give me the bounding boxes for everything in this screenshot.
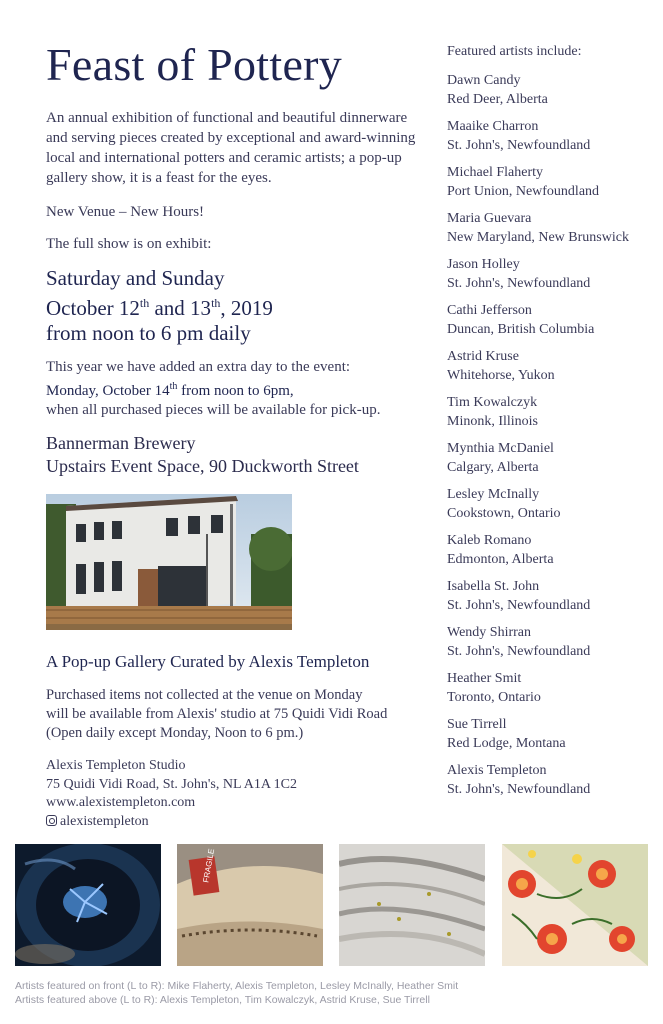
artist-entry	[447, 670, 647, 707]
dates-day-1: October 12	[46, 296, 140, 320]
marbled-dish-image	[339, 844, 485, 966]
monday-hours: from noon to 6pm,	[177, 383, 294, 399]
studio-contact	[46, 757, 426, 831]
full-show-text: The full show is on exhibit:	[46, 236, 212, 252]
intro-text: An annual exhibition of functional and beautiful dinnerware and serving pieces created by exceptional and award-winning local and international potters and ceramic artists; a pop-up gallery show, it is a feast for the eyes.	[46, 110, 416, 186]
dates-line-3: from noon to 6 pm daily	[46, 321, 251, 345]
artist-name: Mynthia McDaniel	[447, 441, 554, 456]
artist-name: Heather Smit	[447, 671, 522, 686]
venue-name: Bannerman Brewery	[46, 433, 196, 453]
pickup-line-3: (Open daily except Monday, Noon to 6 pm.)	[46, 725, 304, 741]
event-dates	[46, 266, 426, 346]
artist-location: Cookstown, Ontario	[447, 505, 561, 521]
studio-name: Alexis Templeton Studio	[46, 758, 186, 773]
building-illustration	[46, 494, 292, 630]
pickup-info	[46, 686, 426, 743]
fragile-dish-image	[177, 844, 323, 966]
dates-line-2	[46, 291, 426, 321]
artist-location: Toronto, Ontario	[447, 689, 541, 705]
venue-photo	[46, 494, 292, 630]
venue	[46, 432, 426, 478]
artist-location: St. John's, Newfoundland	[447, 643, 591, 659]
artist-entry	[447, 348, 647, 385]
artist-location: Duncan, British Columbia	[447, 321, 595, 337]
artist-name: Maria Guevara	[447, 211, 532, 226]
monday-date: Monday, October 14	[46, 383, 170, 399]
artist-entry	[447, 210, 647, 247]
artist-name: Kaleb Romano	[447, 533, 532, 548]
instagram-handle[interactable]: alexistempleton	[60, 813, 149, 829]
pickup-line-2: will be available from Alexis' studio at 75 Quidi Vidi Road	[46, 706, 388, 722]
venue-address: Upstairs Event Space, 90 Duckworth Street	[46, 456, 359, 476]
pottery-photo-4	[502, 844, 648, 966]
studio-website[interactable]: www.alexistempleton.com	[46, 795, 196, 810]
extra-line-1: This year we have added an extra day to the event:	[46, 359, 351, 375]
new-venue-text: New Venue – New Hours!	[46, 204, 205, 220]
dates-year: , 2019	[220, 296, 273, 320]
artist-entry	[447, 762, 647, 799]
artist-name: Lesley McInally	[447, 487, 540, 502]
artist-entry	[447, 256, 647, 293]
artist-entry	[447, 578, 647, 615]
artist-location: Calgary, Alberta	[447, 459, 539, 475]
studio-instagram[interactable]	[46, 813, 426, 832]
photo-credits	[15, 979, 458, 1007]
artist-entry	[447, 72, 647, 109]
artist-entry	[447, 440, 647, 477]
artist-entry	[447, 532, 647, 569]
artist-name: Michael Flaherty	[447, 165, 544, 180]
artist-location: St. John's, Newfoundland	[447, 781, 591, 797]
artist-entry	[447, 486, 647, 523]
credits-above: Artists featured above (L to R): Alexis Templeton, Tim Kowalczyk, Astrid Kruse, Sue Tirrell	[15, 994, 430, 1006]
studio-address: 75 Quidi Vidi Road, St. John's, NL A1A 1C2	[46, 776, 297, 792]
artist-name: Isabella St. John	[447, 579, 540, 594]
artist-entry	[447, 302, 647, 339]
artist-entry	[447, 164, 647, 201]
artist-location: Edmonton, Alberta	[447, 551, 554, 567]
page-title: Feast of Pottery	[46, 39, 343, 90]
artist-name: Cathi Jefferson	[447, 303, 532, 318]
fragile-label: FRAGILE	[201, 848, 217, 884]
extra-monday	[46, 377, 426, 401]
artist-name: Wendy Shirran	[447, 625, 532, 640]
artist-location: Red Deer, Alberta	[447, 91, 548, 107]
artist-entry	[447, 624, 647, 661]
artist-location: Minonk, Illinois	[447, 413, 539, 429]
featured-heading: Featured artists include:	[447, 44, 582, 59]
artist-location: St. John's, Newfoundland	[447, 137, 591, 153]
artist-location: Whitehorse, Yukon	[447, 367, 555, 383]
dates-sup-2: th	[211, 296, 221, 310]
floral-plate-image	[502, 844, 648, 966]
artist-name: Alexis Templeton	[447, 763, 547, 778]
instagram-icon	[46, 815, 57, 826]
artist-location: Port Union, Newfoundland	[447, 183, 600, 199]
artist-list	[447, 72, 647, 799]
artist-entry	[447, 118, 647, 155]
pottery-photo-2	[177, 844, 323, 966]
featured-artists	[447, 44, 647, 808]
artist-location: St. John's, Newfoundland	[447, 597, 591, 613]
curated-by: A Pop-up Gallery Curated by Alexis Templeton	[46, 652, 370, 671]
artist-name: Tim Kowalczyk	[447, 395, 538, 410]
artist-name: Maaike Charron	[447, 119, 539, 134]
left-column	[46, 36, 426, 831]
artist-location: New Maryland, New Brunswick	[447, 229, 629, 245]
credits-front: Artists featured on front (L to R): Mike Flaherty, Alexis Templeton, Lesley McInally, Heather Smit	[15, 980, 459, 992]
extra-line-3: when all purchased pieces will be available for pick-up.	[46, 402, 381, 418]
artist-location: St. John's, Newfoundland	[447, 275, 591, 291]
artist-entry	[447, 716, 647, 753]
artist-location: Red Lodge, Montana	[447, 735, 566, 751]
extra-day-info	[46, 358, 426, 420]
dates-day-2: and 13	[149, 296, 212, 320]
artist-entry	[447, 394, 647, 431]
artist-name: Astrid Kruse	[447, 349, 519, 364]
blue-bowl-image	[15, 844, 161, 966]
pickup-line-1: Purchased items not collected at the venue on Monday	[46, 687, 363, 703]
pottery-photos	[15, 844, 648, 966]
pottery-photo-3	[339, 844, 485, 966]
monday-sup: th	[169, 381, 178, 392]
dates-sup-1: th	[139, 296, 150, 310]
artist-name: Dawn Candy	[447, 73, 521, 88]
artist-name: Jason Holley	[447, 257, 520, 272]
artist-name: Sue Tirrell	[447, 717, 507, 732]
pottery-photo-1	[15, 844, 161, 966]
dates-line-1: Saturday and Sunday	[46, 266, 225, 290]
